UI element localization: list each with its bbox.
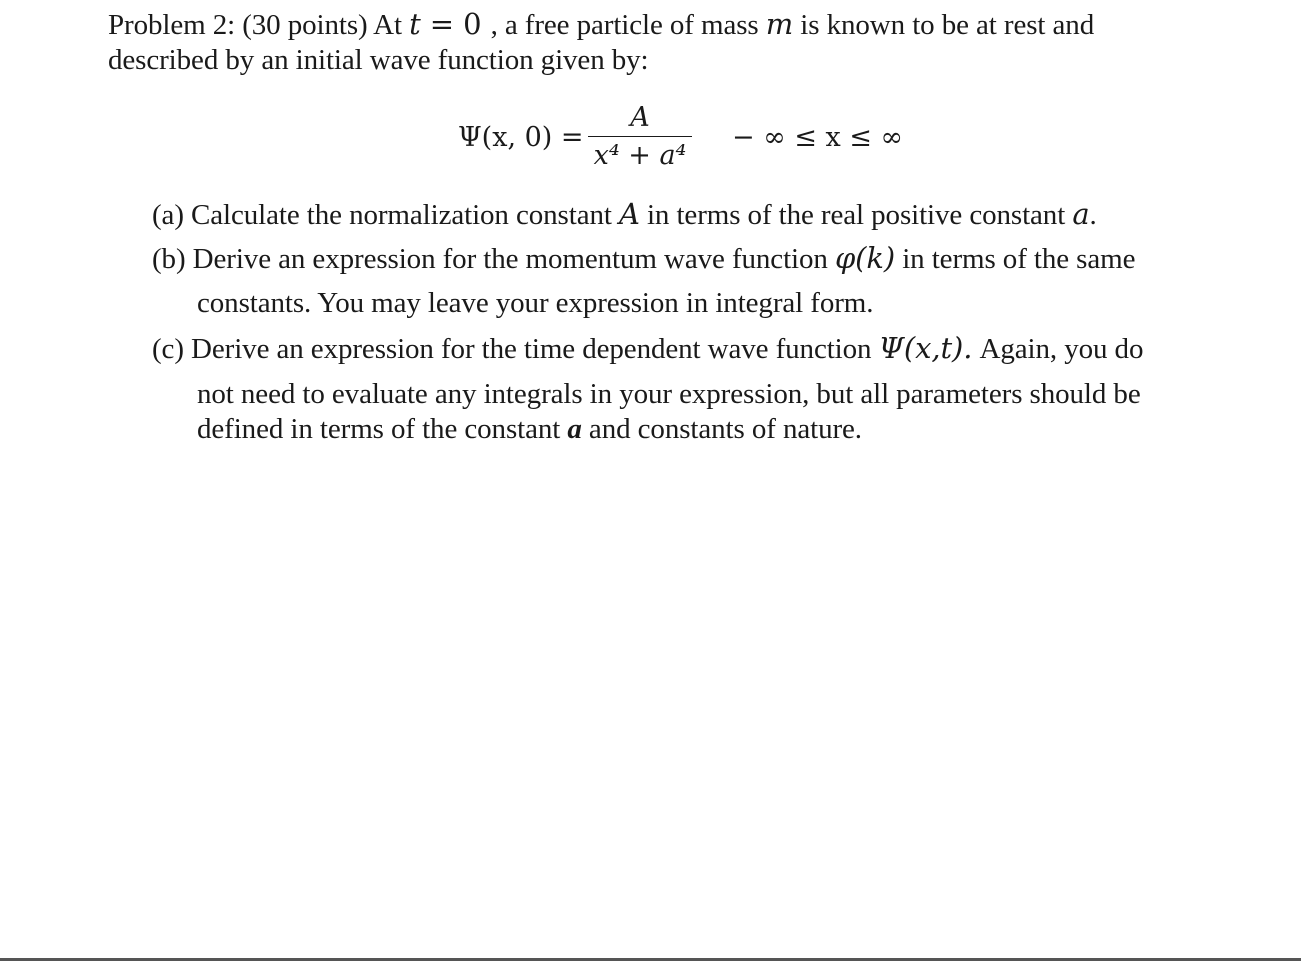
equation-lhs: Ψ(x, 0) = — [458, 122, 584, 153]
equation-fraction — [588, 96, 692, 177]
momentum-wave-function: φ(k) — [834, 241, 896, 275]
problem-line-1 — [108, 6, 1094, 43]
var-t: t — [409, 7, 421, 41]
part-a-text: in terms of the real positive constant — [639, 199, 1073, 231]
time-dependent-wave-function: Ψ(x,t). — [878, 331, 973, 365]
fraction-denominator: x⁴ + a⁴ — [593, 140, 687, 171]
part-a — [152, 196, 1097, 233]
part-c-text: and constants of nature. — [581, 413, 862, 445]
part-c-text: defined in terms of the constant — [197, 413, 568, 445]
fraction-numerator: A — [630, 102, 650, 133]
part-c-continuation-1: not need to evaluate any integrals in your expression, but all parameters should be — [197, 378, 1141, 410]
part-c-text: (c) Derive an expression for the time dependent wave function — [152, 333, 879, 365]
var-a-bold: a — [567, 413, 582, 445]
problem-heading-text: Problem 2: (30 points) At — [108, 9, 410, 41]
wave-function-equation — [458, 96, 918, 186]
bottom-rule — [0, 958, 1301, 961]
part-a-period: . — [1089, 199, 1097, 231]
part-c — [152, 330, 1143, 367]
equals-zero: = 0 — [420, 7, 491, 41]
problem-line-2: described by an initial wave function given by: — [108, 44, 649, 76]
var-a: a — [1072, 197, 1090, 231]
equation-range: − ∞ ≤ x ≤ ∞ — [732, 122, 903, 153]
var-m: m — [765, 7, 794, 41]
part-b-text: in terms of the same — [895, 243, 1136, 275]
part-c-continuation-2 — [197, 411, 862, 447]
part-b-text: (b) Derive an expression for the momentum wave function — [152, 243, 835, 275]
problem-text: , a free particle of mass — [490, 9, 766, 41]
part-b — [152, 240, 1135, 277]
part-a-text: (a) Calculate the normalization constant — [152, 199, 619, 231]
problem-text: is known to be at rest and — [793, 9, 1095, 41]
var-A: A — [618, 197, 640, 231]
part-c-text: Again, you do — [972, 333, 1144, 365]
part-b-continuation: constants. You may leave your expression in integral form. — [197, 287, 874, 319]
